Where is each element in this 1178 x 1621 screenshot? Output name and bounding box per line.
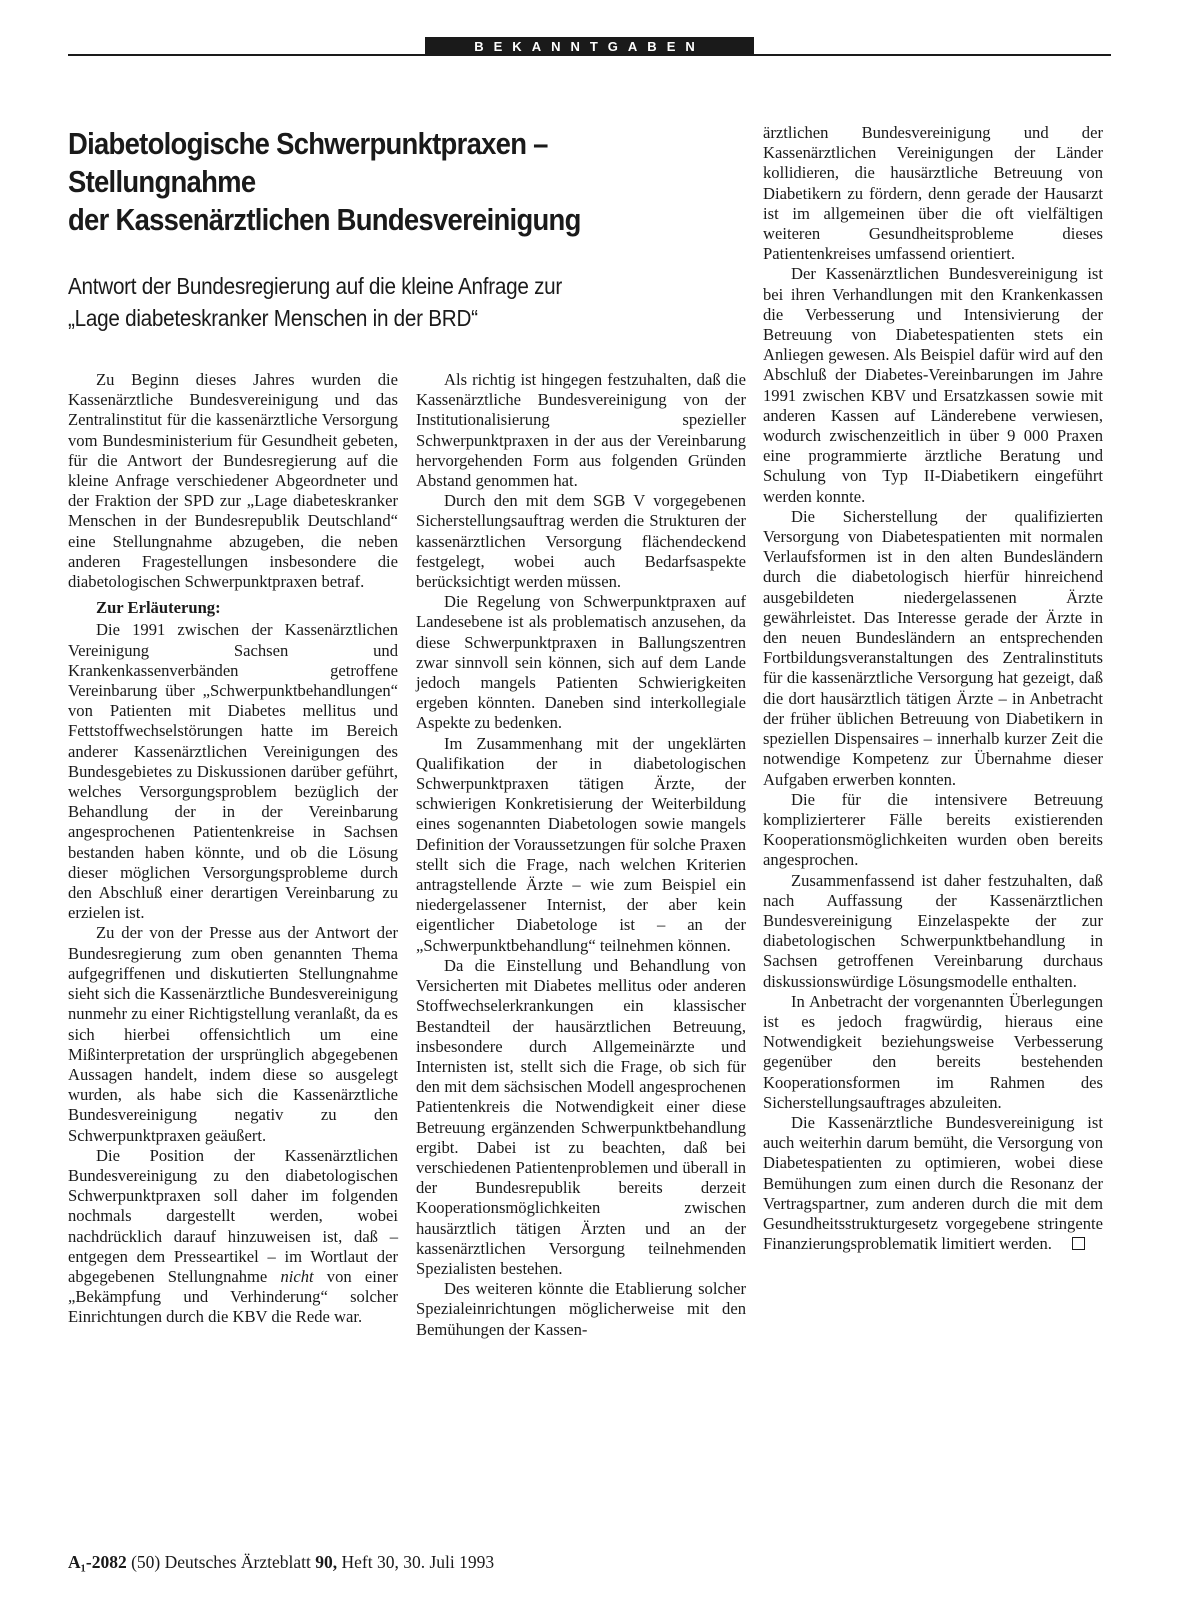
section-heading: Zur Erläuterung:	[96, 598, 221, 618]
paragraph-text: Die Kassenärztliche Bundesvereinigung ist auch weiterhin darum bemüht, die Versorgung von Diabetespatienten zu optimieren, wobei diese Bemühungen zum einen durch die Resonanz der Vertragspartner, zum anderen durch die mit dem Gesundheitsstrukturgesetz vorgegebene stringente Finanzierungsproblematik limitiert werden.	[763, 1112, 1103, 1254]
article-title	[68, 125, 680, 239]
issue-date: Heft 30, 30. Juli 1993	[341, 1552, 495, 1572]
paragraph: Zusammenfassend ist daher festzuhalten, daß nach Auffassung der Kassenärztlichen Bundesvereinigung Einzelaspekte der zur diabetologischen Schwerpunktbehandlung in Sachsen getroffenen Vereinbarung durchaus diskussionswürdige Lösungsmodelle enthalten.	[763, 870, 1103, 991]
paragraph-text: von einer „Bekämpfung und Verhinderung“ solcher Einrichtungen durch die KBV die Rede war.	[68, 1266, 398, 1327]
paragraph	[68, 1146, 398, 1328]
paragraph: In Anbetracht der vorgenannten Überlegungen ist es jedoch fragwürdig, hieraus eine Notwendigkeit beziehungsweise Verbesserung gegenüber den bereits bestehenden Kooperationsformen im Rahmen des Sicherstellungsauftrages abzuleiten.	[763, 991, 1103, 1112]
text-column-1	[68, 370, 398, 1328]
paragraph: ärztlichen Bundesvereinigung und der Kassenärztlichen Vereinigungen der Länder kollidieren, die hausärztliche Betreuung von Diabetikern zu fördern, denn gerade der Hausarzt ist im allgemeinen über die oft vielfältigen weiteren Gesundheitsprobleme dieses Patientenkreises umfassend orientiert.	[763, 123, 1103, 264]
title-line: Stellungnahme	[68, 165, 256, 199]
article-subtitle	[68, 270, 680, 334]
emphasis: nicht	[280, 1266, 314, 1286]
paragraph: Des weiteren könnte die Etablierung solcher Spezialeinrichtungen möglicherweise mit den Bemühungen der Kassen-	[416, 1279, 746, 1339]
title-line: der Kassenärztlichen Bundesvereinigung	[68, 203, 581, 237]
paragraph: Durch den mit dem SGB V vorgegebenen Sicherstellungsauftrag werden die Strukturen der kassenärztlichen Versorgung flächendeckend festgelegt, wobei auch Bedarfsaspekte berücksichtigt werden müssen.	[416, 491, 746, 592]
paragraph: Im Zusammenhang mit der ungeklärten Qualifikation der in diabetologischen Schwerpunktpraxen tätigen Ärzte, der schwierigen Konkretisierung der Weiterbildung eines sogenannten Diabetologen sowie mangels Definition der Voraussetzungen für solche Praxen stellt sich die Frage, nach welchen Kriterien antragstellende Ärzte – wie zum Beispiel ein niedergelassener Internist, der aber kein eigentlicher Diabetologe ist – an der „Schwerpunktbehandlung“ teilnehmen können.	[416, 733, 746, 955]
issue-info: (50) Deutsches Ärzteblatt	[131, 1552, 311, 1572]
page-footer	[68, 1552, 494, 1573]
section-band: BEKANNTGABEN	[425, 37, 754, 56]
paragraph: Die 1991 zwischen der Kassenärztlichen Vereinigung Sachsen und Krankenkassenverbänden getroffene Vereinbarung über „Schwerpunktbehandlungen“ von Patienten mit Diabetes mellitus und Fettstoffwechselstörungen hatte im Bereich anderer Kassenärztlichen Vereinigungen des Bundesgebietes zu Diskussionen darüber geführt, welches Versorgungsproblem bezüglich der Behandlung der in der Vereinbarung angesprochenen Patientenkreise in Sachsen bestanden haben könnte, und ob die Lösung dieser möglichen Versorgungsprobleme durch den Abschluß einer derartigen Vereinbarung zu erzielen ist.	[68, 620, 398, 923]
text-column-3	[763, 123, 1103, 1254]
volume-number: 90,	[315, 1552, 338, 1572]
paragraph: Die für die intensivere Betreuung komplizierterer Fälle bereits existierenden Kooperationsmöglichkeiten wurden oben bereits angesprochen.	[763, 789, 1103, 870]
text-column-2	[416, 370, 746, 1340]
subtitle-line: „Lage diabeteskranker Menschen in der BRD“	[68, 305, 478, 331]
paragraph: Zu Beginn dieses Jahres wurden die Kassenärztliche Bundesvereinigung und das Zentralinstitut für die kassenärztliche Versorgung vom Bundesministerium für Gesundheit gebeten, für die Antwort der Bundesregierung auf die kleine Anfrage verschiedener Abgeordneter und der Fraktion der SPD zur „Lage diabeteskranker Menschen in der Bundesrepublik Deutschland“ eine Stellungnahme abzugeben, die neben anderen Fragestellungen insbesondere die diabetologischen Schwerpunktpraxen betraf.	[68, 370, 398, 592]
subtitle-line: Antwort der Bundesregierung auf die kleine Anfrage zur	[68, 273, 563, 299]
paragraph: Der Kassenärztlichen Bundesvereinigung ist bei ihren Verhandlungen mit den Krankenkassen die Verbesserung und Intensivierung der Betreuung von Diabetespatienten stets ein Anliegen gewesen. Als Beispiel dafür wird auf den Abschluß der Diabetes-Vereinbarungen im Jahre 1991 zwischen KBV und Ersatzkassen sowie mit anderen Kassen auf Länderebene verwiesen, wodurch zwischenzeitlich in über 9 000 Praxen eine programmierte ärztliche Beratung und Schulung von Typ II-Diabetikern eingeführt werden konnte.	[763, 264, 1103, 506]
paragraph: Zu der von der Presse aus der Antwort der Bundesregierung zum oben genannten Thema aufgegriffenen und diskutierten Stellungnahme sieht sich die Kassenärztliche Bundesvereinigung nunmehr zu einer Richtigstellung veranlaßt, da es sich hierbei offensichtlich um eine Mißinterpretation der ursprünglich abgegebenen Aussagen handelt, indem diese so ausgelegt wurden, als habe sich die Kassenärztliche Bundesvereinigung negativ zu den Schwerpunktpraxen geäußert.	[68, 923, 398, 1145]
paragraph	[763, 1113, 1103, 1254]
paragraph: Da die Einstellung und Behandlung von Versicherten mit Diabetes mellitus oder anderen Stoffwechselerkrankungen ein klassischer Bestandteil der hausärztlichen Betreuung, insbesondere durch Allgemeinärzte und Internisten ist, stellt sich die Frage, ob sich für den mit dem sächsischen Modell angesprochenen Patientenkreis die Notwendigkeit einer diese Betreuung ergänzenden Schwerpunktbehandlung ergibt. Dabei ist zu beachten, daß bei verschiedenen Patientenproblemen und überall in der Bundesrepublik bereits derzeit Kooperationsmöglichkeiten zwischen hausärztlich tätigen Ärzten und an der kassenärztlichen Versorgung teilnehmenden Spezialisten bestehen.	[416, 955, 746, 1278]
paragraph-text: Die Position der Kassenärztlichen Bundesvereinigung zu den diabetologischen Schwerpunktpraxen soll daher im folgenden nochmals dargestellt werden, wobei nachdrücklich darauf hinzuweisen ist, daß – entgegen dem Presseartikel – im Wortlaut der abgegebenen Stellungnahme	[68, 1145, 398, 1286]
paragraph: Die Sicherstellung der qualifizierten Versorgung von Diabetespatienten mit normalen Verlaufsformen ist in den alten Bundesländern durch die diabetologisch hierfür hinreichend ausgebildeten niedergelassenen Ärzte gewährleistet. Das Interesse gerade der Ärzte in den neuen Bundesländern an entsprechenden Fortbildungsveranstaltungen des Zentralinstituts für die kassenärztliche Versorgung hat gezeigt, daß die dort hausärztlich tätigen Ärzte – in Anbetracht der früher üblichen Betreuung von Diabetikern in speziellen Dispensaires – innerhalb kurzer Zeit die notwendige Kompetenz zur Übernahme dieser Aufgaben erwerben konnten.	[763, 506, 1103, 789]
end-of-article-icon	[1072, 1237, 1085, 1250]
paragraph: Als richtig ist hingegen festzuhalten, daß die Kassenärztliche Bundesvereinigung von der Institutionalisierung spezieller Schwerpunktpraxen in der aus der Vereinbarung hervorgehenden Form aus folgenden Gründen Abstand genommen hat.	[416, 370, 746, 491]
paragraph: Die Regelung von Schwerpunktpraxen auf Landesebene ist als problematisch anzusehen, da diese Schwerpunktpraxen in Ballungszentren zwar sinnvoll sein können, sich auf dem Lande jedoch mangels Patienten Schwierigkeiten ergeben könnten. Daneben sind interkollegiale Aspekte zu bedenken.	[416, 592, 746, 733]
page-number: A₁-2082	[68, 1552, 127, 1572]
title-line: Diabetologische Schwerpunktpraxen –	[68, 127, 548, 161]
